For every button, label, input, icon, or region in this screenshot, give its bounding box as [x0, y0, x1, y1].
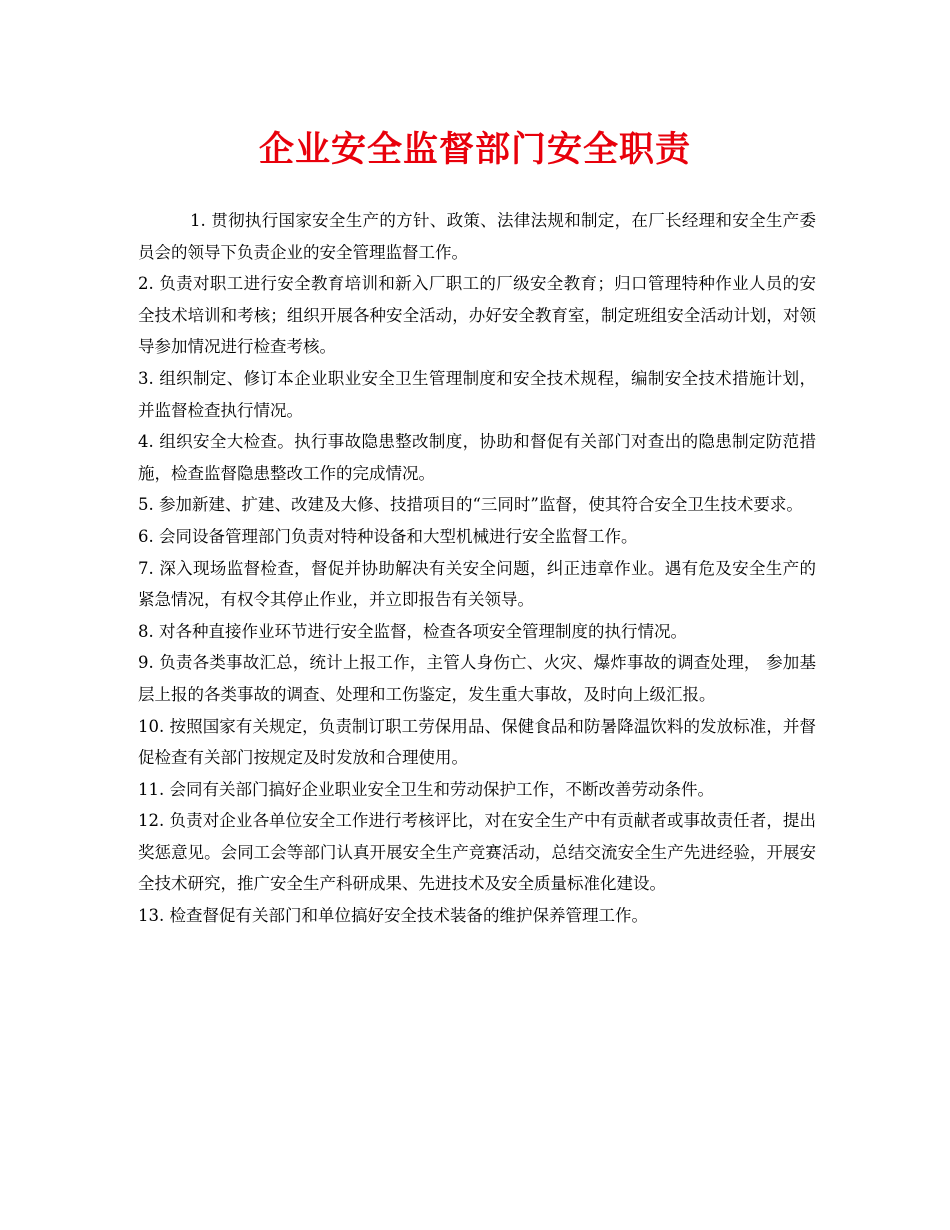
- list-item: 13. 检查督促有关部门和单位搞好安全技术装备的维护保养管理工作。: [138, 906, 648, 926]
- list-item: 8. 对各种直接作业环节进行安全监督，检查各项安全管理制度的执行情况。: [138, 621, 687, 641]
- list-item: 1. 贯彻执行国家安全生产的方针、政策、法律法规和制定，在厂长经理和安全生产委员会的领导下负责企业的安全管理监督工作。: [138, 211, 816, 262]
- list-item: 9. 负责各类事故汇总，统计上报工作，主管人身伤亡、火灾、爆炸事故的调查处理， 参加基层上报的各类事故的调查、处理和工伤鉴定，发生重大事故，及时向上级汇报。: [138, 653, 816, 704]
- list-item: 6. 会同设备管理部门负责对特种设备和大型机械进行安全监督工作。: [138, 526, 638, 546]
- list-item: 3. 组织制定、修订本企业职业安全卫生管理制度和安全技术规程，编制安全技术措施计划，并监督检查执行情况。: [138, 368, 816, 420]
- list-item: 10. 按照国家有关规定，负责制订职工劳保用品、保健食品和防暑降温饮料的发放标准，并督促检查有关部门按规定及时发放和合理使用。: [138, 716, 816, 768]
- list-item: 5. 参加新建、扩建、改建及大修、技措项目的“三同时”监督，使其符合安全卫生技术要求。: [138, 495, 803, 515]
- list-item: 12. 负责对企业各单位安全工作进行考核评比，对在安全生产中有贡献者或事故责任者，提出奖惩意见。会同工会等部门认真开展安全生产竞赛活动，总结交流安全生产先进经验，开展安全技术研究，推广安全生产科研成果、先进技术及安全质量标准化建设。: [138, 811, 816, 894]
- list-item: 4. 组织安全大检查。执行事故隐患整改制度，协助和督促有关部门对查出的隐患制定防范措施，检查监督隐患整改工作的完成情况。: [138, 432, 816, 483]
- document-body: [138, 205, 816, 932]
- list-item: 7. 深入现场监督检查，督促并协助解决有关安全问题，纠正违章作业。遇有危及安全生产的紧急情况，有权令其停止作业，并立即报告有关领导。: [138, 558, 816, 610]
- list-item: 11. 会同有关部门搞好企业职业安全卫生和劳动保护工作，不断改善劳动条件。: [138, 779, 714, 799]
- list-item: 2. 负责对职工进行安全教育培训和新入厂职工的厂级安全教育；归口管理特种作业人员的安全技术培训和考核；组织开展各种安全活动，办好安全教育室，制定班组安全活动计划，对领导参加情况进行检查考核。: [138, 274, 816, 357]
- document-title: 企业安全监督部门安全职责: [258, 130, 691, 170]
